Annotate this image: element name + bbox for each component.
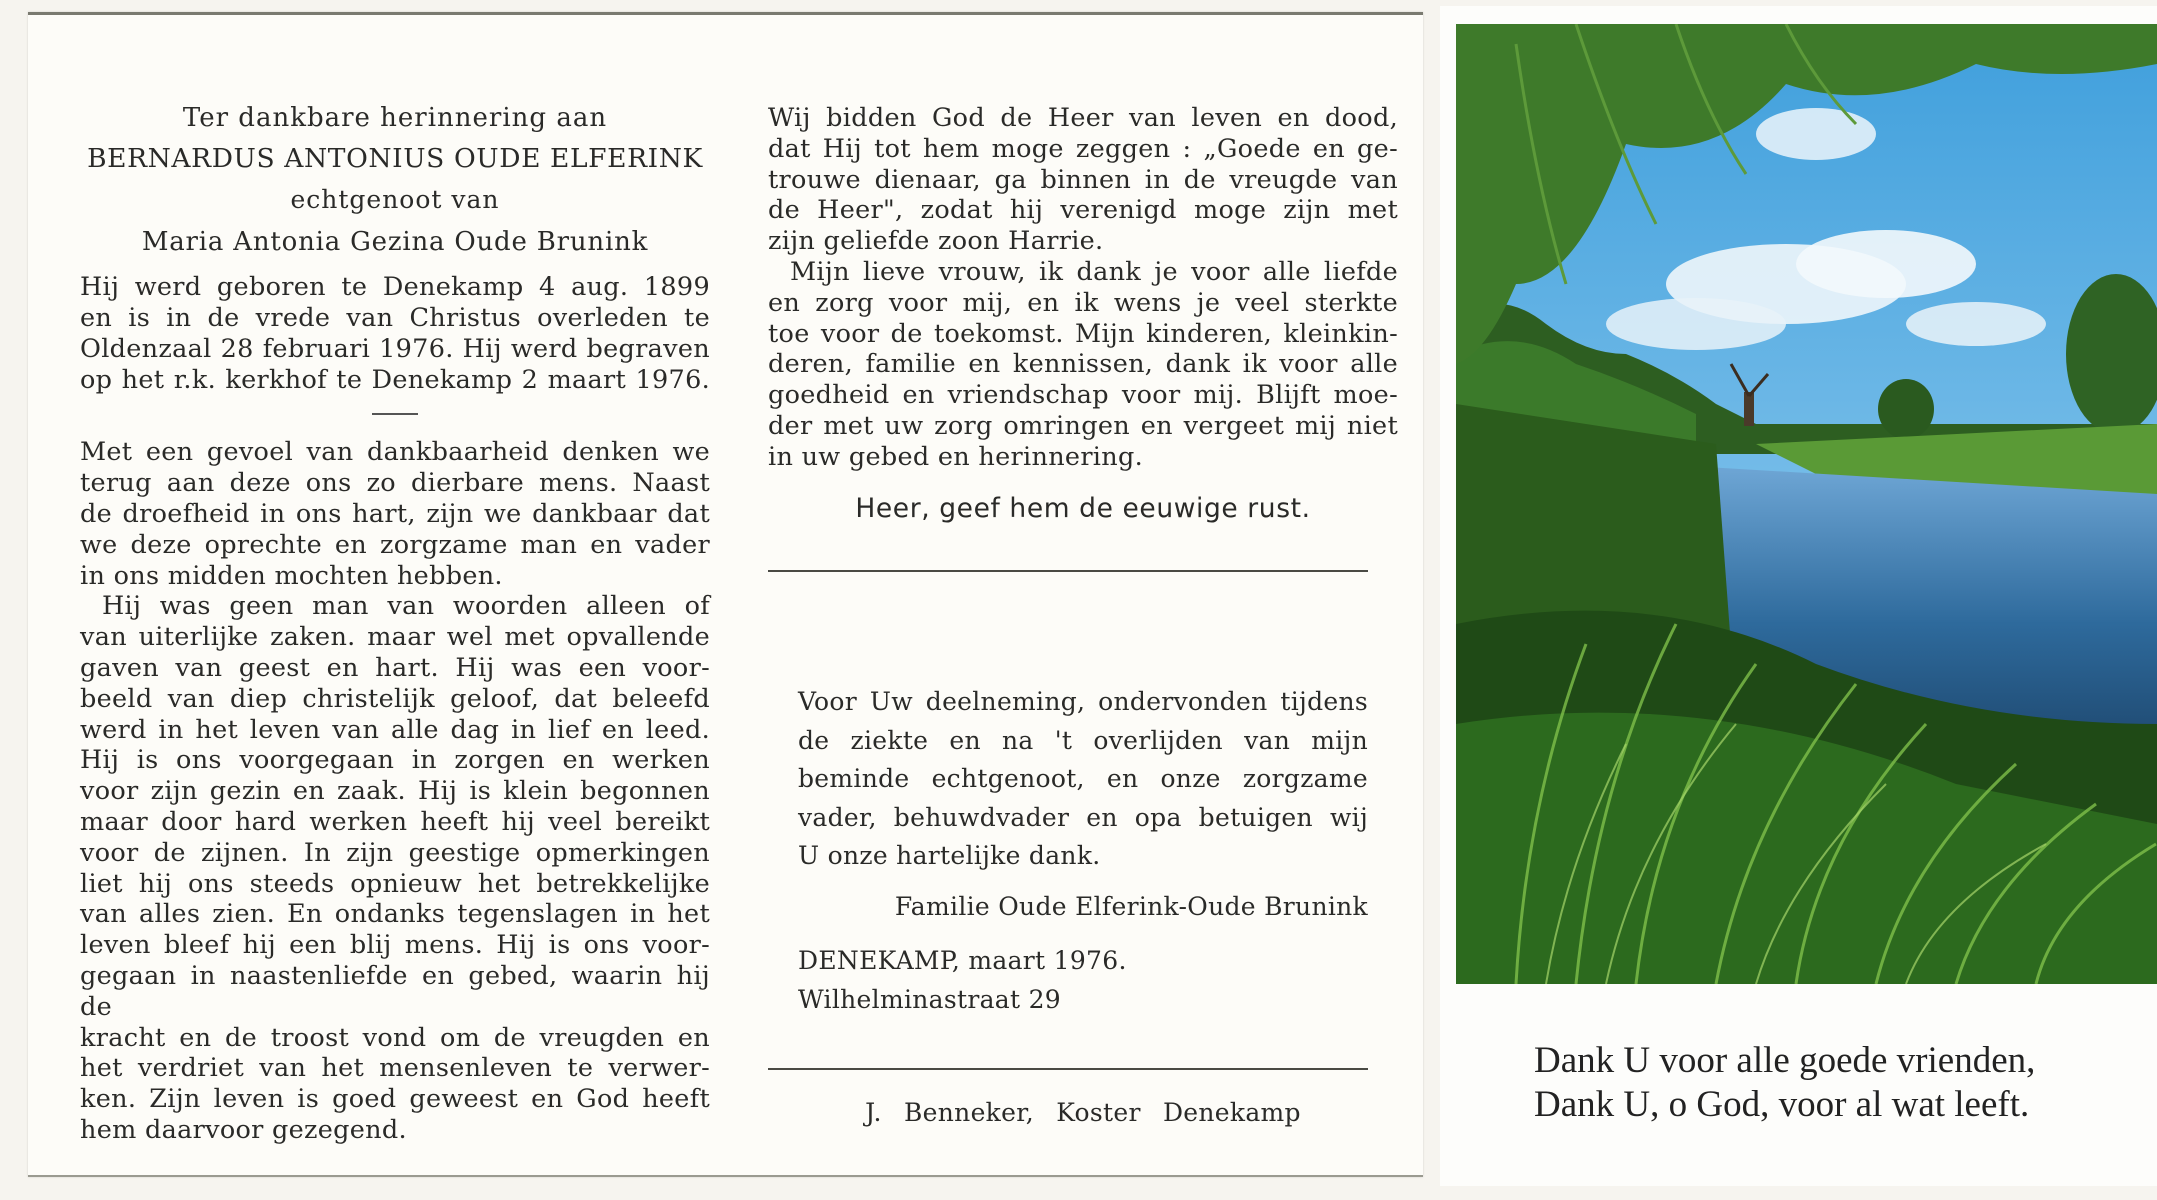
street-address: Wilhelminastraat 29: [798, 984, 1061, 1014]
right-column: [768, 103, 1398, 524]
prayer-line: Mijn lieve vrouw, ik dank je voor alle liefde: [790, 256, 1398, 287]
tribute-line: in ons midden mochten hebben.: [80, 560, 503, 591]
thanks-line: Voor Uw deelneming, ondervonden tijdens: [798, 687, 1368, 716]
tribute-line: van uiterlijke zaken. maar wel met opvallende: [80, 622, 710, 653]
place-date: DENEKAMP, maart 1976.: [798, 946, 1127, 975]
prayer-paragraph-1: [768, 103, 1398, 257]
tribute-line: het verdriet van het mensenleven te verwer-: [80, 1053, 710, 1084]
tribute-line: werd in het leven van alle dag in lief en leed.: [80, 714, 710, 745]
family-signature: Familie Oude Elferink-Oude Brunink: [894, 891, 1368, 921]
tribute-line: de droefheid in ons hart, zijn we dankbaar dat: [80, 498, 710, 529]
verse-line-2: Dank U, o God, voor al wat leeft.: [1534, 1084, 2030, 1125]
tribute-line: van alles zien. En ondanks tegenslagen in het: [80, 899, 710, 930]
landscape-photo: [1456, 24, 2157, 984]
thanks-line: beminde echtgenoot, en onze zorgzame: [798, 764, 1368, 793]
bio-line: Oldenzaal 28 februari 1976. Hij werd begraven: [80, 333, 710, 364]
tribute-line: kracht en de troost vond om de vreugden en: [80, 1022, 710, 1053]
tribute-line: liet hij ons steeds opnieuw het betrekkelijke: [80, 868, 710, 899]
thanks-line: vader, behuwdvader en opa betuigen wij: [798, 802, 1368, 832]
tribute-line: gegaan in naastenliefde en gebed, waarin hij de: [80, 960, 710, 1022]
heading-intro: Ter dankbare herinnering aan: [182, 103, 608, 133]
tribute-line: ken. Zijn leven is goed geweest en God heeft: [80, 1084, 710, 1115]
thanks-line: de ziekte en na 't overlijden van mijn: [798, 725, 1368, 755]
prayer-line: en zorg voor mij, en ik wens je veel sterkte: [768, 287, 1398, 318]
bio-paragraph: [80, 272, 710, 395]
tribute-line: voor de zijnen. In zijn geestige opmerkingen: [80, 837, 710, 868]
left-column: [80, 103, 710, 1146]
prayer-line: goedheid en vriendschap voor mij. Blijft moe-: [768, 380, 1398, 411]
tribute-line: Met een gevoel van dankbaarheid denken we: [80, 437, 710, 468]
thanks-line: U onze hartelijke dank.: [798, 841, 1101, 870]
thanks-section: [798, 683, 1368, 1019]
memorial-card-text: [28, 12, 1423, 1177]
tribute-line: we deze oprechte en zorgzame man en vader: [80, 529, 710, 560]
bio-line: op het r.k. kerkhof te Denekamp 2 maart 1976.: [80, 364, 710, 395]
prayer-line: der met uw zorg omringen en vergeet mij niet: [768, 410, 1398, 441]
verse-caption: [1534, 1039, 2134, 1127]
memorial-card-picture: [1440, 6, 2157, 1186]
prayer-line: de Heer", zodat hij verenigd moge zijn met: [768, 195, 1398, 226]
prayer-line: dat Hij tot hem moge zeggen : „Goede en ge-: [768, 133, 1398, 164]
tribute-line: beeld van diep christelijk geloof, dat beleefd: [80, 683, 710, 714]
spouse-name: Maria Antonia Gezina Oude Brunink: [141, 227, 649, 258]
printer-credit: J. Benneker, Koster Denekamp: [865, 1098, 1301, 1127]
tribute-line: Hij was geen man van woorden alleen of: [102, 591, 710, 622]
prayer-line: zijn geliefde zoon Harrie.: [768, 226, 1104, 257]
tribute-paragraph-2: [80, 591, 710, 1145]
relation-label: echtgenoot van: [290, 184, 500, 214]
prayer-line: trouwe dienaar, ga binnen in de vreugde van: [768, 164, 1398, 195]
prayer-line: toe voor de toekomst. Mijn kinderen, kleinkin-: [768, 318, 1398, 349]
prayer-paragraph-2: [768, 257, 1398, 473]
bio-line: Hij werd geboren te Denekamp 4 aug. 1899: [80, 272, 710, 303]
prayer-line: in uw gebed en herinnering.: [768, 441, 1144, 472]
bio-line: en is in de vrede van Christus overleden te: [80, 302, 710, 333]
tribute-line: gaven van geest en hart. Hij was een voor-: [80, 652, 710, 683]
short-divider: [372, 413, 418, 415]
tribute-line: Hij is ons voorgegaan in zorgen en werken: [80, 745, 710, 776]
divider-bottom: [768, 1068, 1368, 1070]
tribute-line: hem daarvoor gezegend.: [80, 1114, 407, 1145]
tribute-line: voor zijn gezin en zaak. Hij is klein begonnen: [80, 776, 710, 807]
prayer-line: deren, familie en kennissen, dank ik voor alle: [768, 349, 1398, 380]
divider-top: [768, 570, 1368, 572]
deceased-name: BERNARDUS ANTONIUS OUDE ELFERINK: [87, 142, 703, 174]
closing-prayer: Heer, geef hem de eeuwige rust.: [855, 492, 1311, 524]
tribute-paragraph-1: [80, 437, 710, 591]
prayer-line: Wij bidden God de Heer van leven en dood,: [768, 103, 1398, 133]
verse-line-1: Dank U voor alle goede vrienden,: [1534, 1040, 2036, 1081]
tribute-line: maar door hard werken heeft hij veel bereikt: [80, 806, 710, 837]
tribute-line: terug aan deze ons zo dierbare mens. Naast: [80, 468, 710, 499]
tribute-line: leven bleef hij een blij mens. Hij is ons voor-: [80, 930, 710, 961]
